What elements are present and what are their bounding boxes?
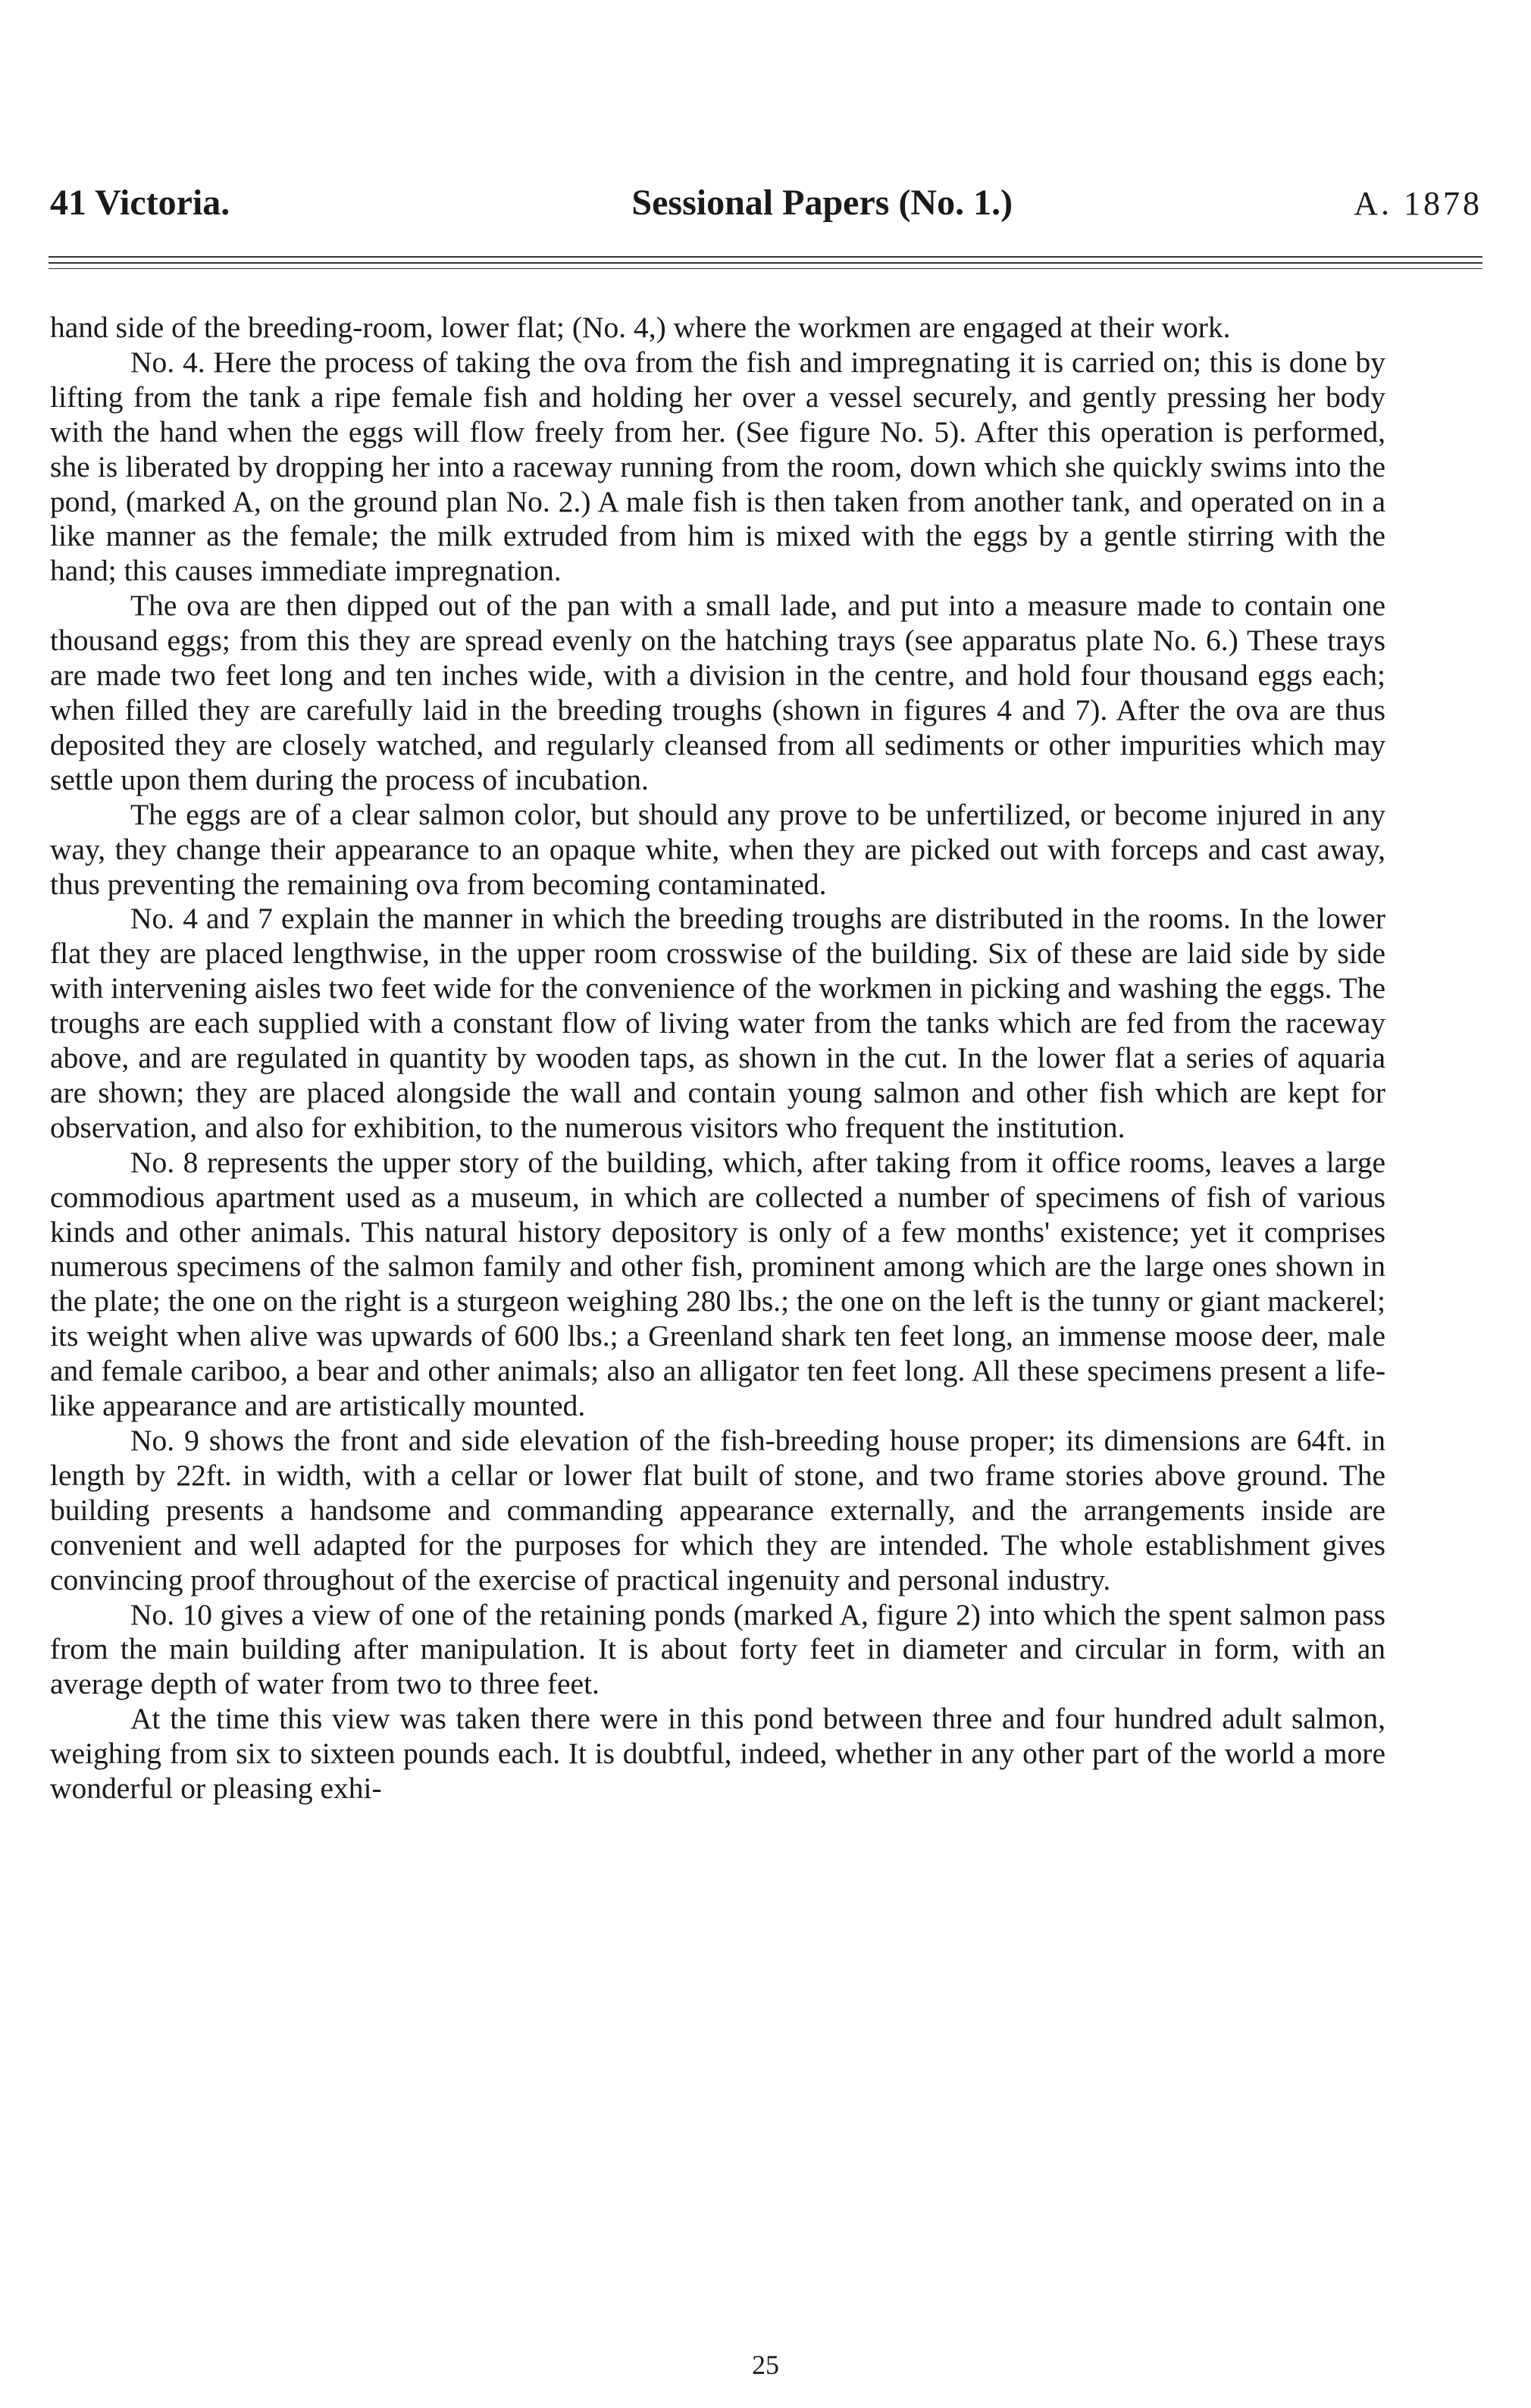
body-text [50,311,1385,1806]
paragraph-no9: No. 9 shows the front and side elevation of the fish-breeding house proper; its dimensions are 64ft. in length by 22ft. in width, with a cellar or lower flat built of stone, and two frame stories above ground. The building presents a handsome and commanding appearance externally, and the arrangements inside are convenient and well adapted for the purposes for which they are intended. The whole establishment gives convincing proof throughout of the exercise of practical ingenuity and personal industry. [50,1424,1385,1596]
paragraph-no10: No. 10 gives a view of one of the retaining ponds (marked A, figure 2) into which the spent salmon pass from the main building after manipulation. It is about forty feet in diameter and circular in form, with an average depth of water from two to three feet. [50,1597,1385,1701]
header-rule-middle [49,262,1482,264]
page-header [49,182,1482,242]
paragraph-continued: hand side of the breeding-room, lower flat; (No. 4,) where the workmen are engaged at their work. [50,311,1231,344]
header-volume: 41 Victoria. [50,183,230,223]
paragraph-no8: No. 8 represents the upper story of the building, which, after taking from it office rooms, leaves a large commodious apartment used as a museum, in which are collected a number of specimens of fish of various kinds and other animals. This natural history depository is only of a few months' existence; yet it comprises numerous specimens of the salmon family and other fish, prominent among which are the large ones shown in the plate; the one on the right is a sturgeon weighing 280 lbs.; the one on the left is the tunny or giant mackerel; its weight when alive was upwards of 600 lbs.; a Greenland shark ten feet long, an immense moose deer, male and female cariboo, a bear and other animals; also an alligator ten feet long. All these specimens present a life-like appearance and are artistically mounted. [50,1145,1385,1423]
header-rule-top [49,256,1482,258]
page-number: 25 [752,2350,779,2380]
paragraph-no4-and-7: No. 4 and 7 explain the manner in which the breeding troughs are distributed in the rooms. In the lower flat they are placed lengthwise, in the upper room crosswise of the building. Six of these are laid side by side with intervening aisles two feet wide for the convenience of the workmen in picking and washing the eggs. The troughs are each supplied with a constant flow of living water from the tanks which are fed from the raceway above, and are regulated in quantity by wooden taps, as shown in the cut. In the lower flat a series of aquaria are shown; they are placed alongside the wall and contain young salmon and other fish which are kept for observation, and also for exhibition, to the numerous visitors who frequent the institution. [50,902,1386,1144]
header-title: Sessional Papers (No. 1.) [631,183,1013,223]
header-rule-bottom [49,268,1482,269]
paragraph-pond: At the time this view was taken there were in this pond between three and four hundred adult salmon, weighing from six to sixteen pounds each. It is doubtful, indeed, whether in any other part of the world a more wonderful or pleasing exhi- [50,1702,1385,1806]
paragraph-ova: The ova are then dipped out of the pan with a small lade, and put into a measure made to contain one thousand eggs; from this they are spread evenly on the hatching trays (see apparatus plate No. 6.) These trays are made two feet long and ten inches wide, with a division in the centre, and hold four thousand eggs each; when filled they are carefully laid in the breeding troughs (shown in figures 4 and 7). After the ova are thus deposited they are closely watched, and regularly cleansed from all sediments or other impurities which may settle upon them during the process of incubation. [50,589,1385,796]
header-series: A. 1878 [1354,185,1482,222]
paragraph-eggs-color: The eggs are of a clear salmon color, but should any prove to be unfertilized, or become injured in any way, they change their appearance to an opaque white, when they are picked out with forceps and cast away, thus preventing the remaining ova from becoming contaminated. [50,797,1385,901]
paragraph-no4: No. 4. Here the process of taking the ova from the fish and impregnating it is carried on; this is done by lifting from the tank a ripe female fish and holding her over a vessel securely, and gently pressing her body with the hand when the eggs will flow freely from her. (See figure No. 5). After this operation is performed, she is liberated by dropping her into a raceway running from the room, down which she quickly swims into the pond, (marked A, on the ground plan No. 2.) A male fish is then taken from another tank, and operated on in a like manner as the female; the milk extruded from him is mixed with the eggs by a gentle stirring with the hand; this causes immediate impregnation. [50,345,1385,588]
